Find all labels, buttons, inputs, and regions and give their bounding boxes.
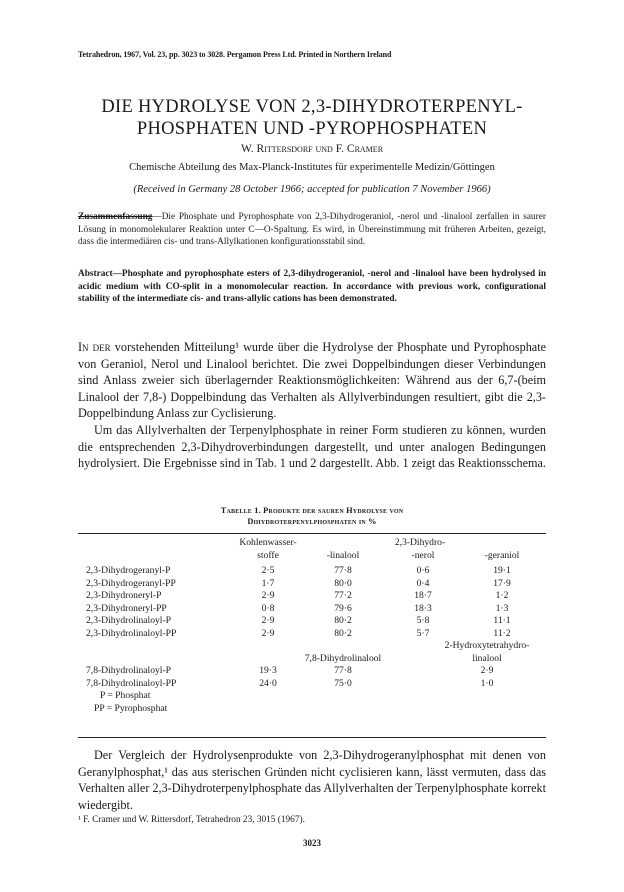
paragraph-1-text: vorstehenden Mitteilung¹ wurde über die Hydrolyse der Phosphate und Pyrophosphate von Geraniol, Nerol und Linalool berichtet. Die zwei Doppelbindungen dieser Verbindungen sind Anlass zweier sich überlagernder Reaktionsmöglichkeiten: Während aus der 6,7-(beim Linalool der 7,8-) Doppelbindung das Verhalten als Allylverbindungen resultiert, gibt die 2,3-Doppelbindung Anlass zur Cyclisierung. [78, 340, 547, 421]
abstract-label: Abstract [78, 269, 113, 279]
paragraph-3: Der Vergleich der Hydrolysenprodukte von 2,3-Dihydrogeranylphosphat mit denen von Geranylphosphat,¹ das aus sterischen Gründen nicht cyclisieren kann, lässt vermuten, dass das Verhalten aller 2,3-Dihydroterpenylphosphate das Allylverhalten der Terpenylphosphate korrekt wiedergibt. [78, 748, 546, 812]
table-row: 2,3-Dihydrogeranyl-P 2·5 77·8 0·6 19·1 [86, 565, 511, 576]
table-caption-line-2: Dihydroterpenylphosphaten in % [247, 517, 377, 526]
table-top-rule [78, 533, 546, 534]
legend-pyrophosphat: PP = Pyrophosphat [94, 702, 168, 714]
received-dates: (Received in Germany 28 October 1966; accepted for publication 7 November 1966) [133, 184, 491, 195]
table-row: 2,3-Dihydrogeranyl-PP 1·7 80·0 0·4 17·9 [86, 577, 511, 589]
journal-header: Tetrahedron, 1967, Vol. 23, pp. 3023 to 3028. Pergamon Press Ltd. Printed in Northern Ireland [78, 50, 392, 59]
table-row: 7,8-Dihydrolinaloyl-PP 24·0 75·0 1·0 [86, 677, 494, 689]
table-bottom-rule [78, 737, 546, 738]
col-header-kohlenwasserstoffe: Kohlenwasser- stoffe [239, 537, 297, 561]
col-header-group: 2,3-Dihydro- [394, 537, 446, 548]
abstract-text: —Phosphate and pyrophosphate esters of 2,3-dihydrogeraniol, -nerol and -linalool have been hydrolysed in acidic medium with CO-split in a monomolecular reaction. In accordance with previous work, configurational stability of the intermediate cis- and trans-allylic cations has been demonstrated. [78, 269, 546, 305]
table-caption [78, 505, 546, 527]
table-row: 7,8-Dihydrolinaloyl-P 19·3 77·8 2·9 [86, 665, 494, 676]
zusammenfassung-text: —Die Phosphate und Pyrophosphate von 2,3-Dihydrogeraniol, -nerol und -linalool zerfallen in saurer Lösung in monomolekularer Reaktion unter C—O-Spaltung. Es wird, in Übereinstimmung mit früheren Arbeiten, gezeigt, dass die intermediären cis- und trans-Allylkationen konfigurationsstabil sind. [78, 212, 546, 248]
table-row: 2,3-Dihydrolinaloyl-P 2·9 80·2 5·8 11·1 [86, 615, 511, 626]
footnote: ¹ F. Cramer und W. Rittersdorf, Tetrahedron 23, 3015 (1967). [78, 815, 305, 825]
authors: W. Rittersdorf und F. Cramer [240, 143, 384, 155]
page-number: 3023 [303, 838, 321, 848]
zusammenfassung-label: Zusammenfassung [78, 212, 153, 222]
zusammenfassung [78, 211, 546, 249]
legend-phosphat: P = Phosphat [100, 690, 151, 701]
affiliation: Chemische Abteilung des Max-Planck-Institutes für experimentelle Medizin/Göttingen [129, 162, 495, 173]
col-header-nerol: -nerol [411, 549, 435, 561]
paragraph-1 [78, 339, 546, 422]
abstract [78, 268, 546, 306]
table-row: 2,3-Dihydroneryl-P 2·9 77·2 18·7 1·2 [86, 590, 509, 601]
col-header-geraniol: -geraniol [484, 549, 520, 561]
paper-title [40, 96, 584, 140]
table-subheader: 2-Hydroxytetrahydro- 7,8-Dihydrolinalool linalool [304, 640, 530, 664]
paragraph-1-lead: In der [78, 340, 111, 354]
title-line-1: DIE HYDROLYSE VON 2,3-DIHYDROTERPENYL- [101, 97, 523, 117]
table-body [78, 565, 546, 715]
table-caption-line-1: Tabelle 1. Produkte der sauren Hydrolyse von [220, 506, 404, 515]
paragraph-2: Um das Allylverhalten der Terpenylphosphate in reiner Form studieren zu können, wurden die entsprechenden 2,3-Dihydroverbindungen dargestellt, und unter analogen Bedingungen hydrolysiert. Die Ergebnisse sind in Tab. 1 und 2 dargestellt. Abb. 1 zeigt das Reaktionsschema. [78, 423, 546, 471]
title-line-2: PHOSPHATEN UND -PYROPHOSPHATEN [136, 119, 488, 139]
table-row: 2,3-Dihydroneryl-PP 0·8 79·6 18·3 1·3 [86, 602, 509, 614]
col-header-linalool: -linalool [326, 549, 360, 561]
table-row: 2,3-Dihydrolinaloyl-PP 2·9 80·2 5·7 11·2 [86, 627, 511, 639]
